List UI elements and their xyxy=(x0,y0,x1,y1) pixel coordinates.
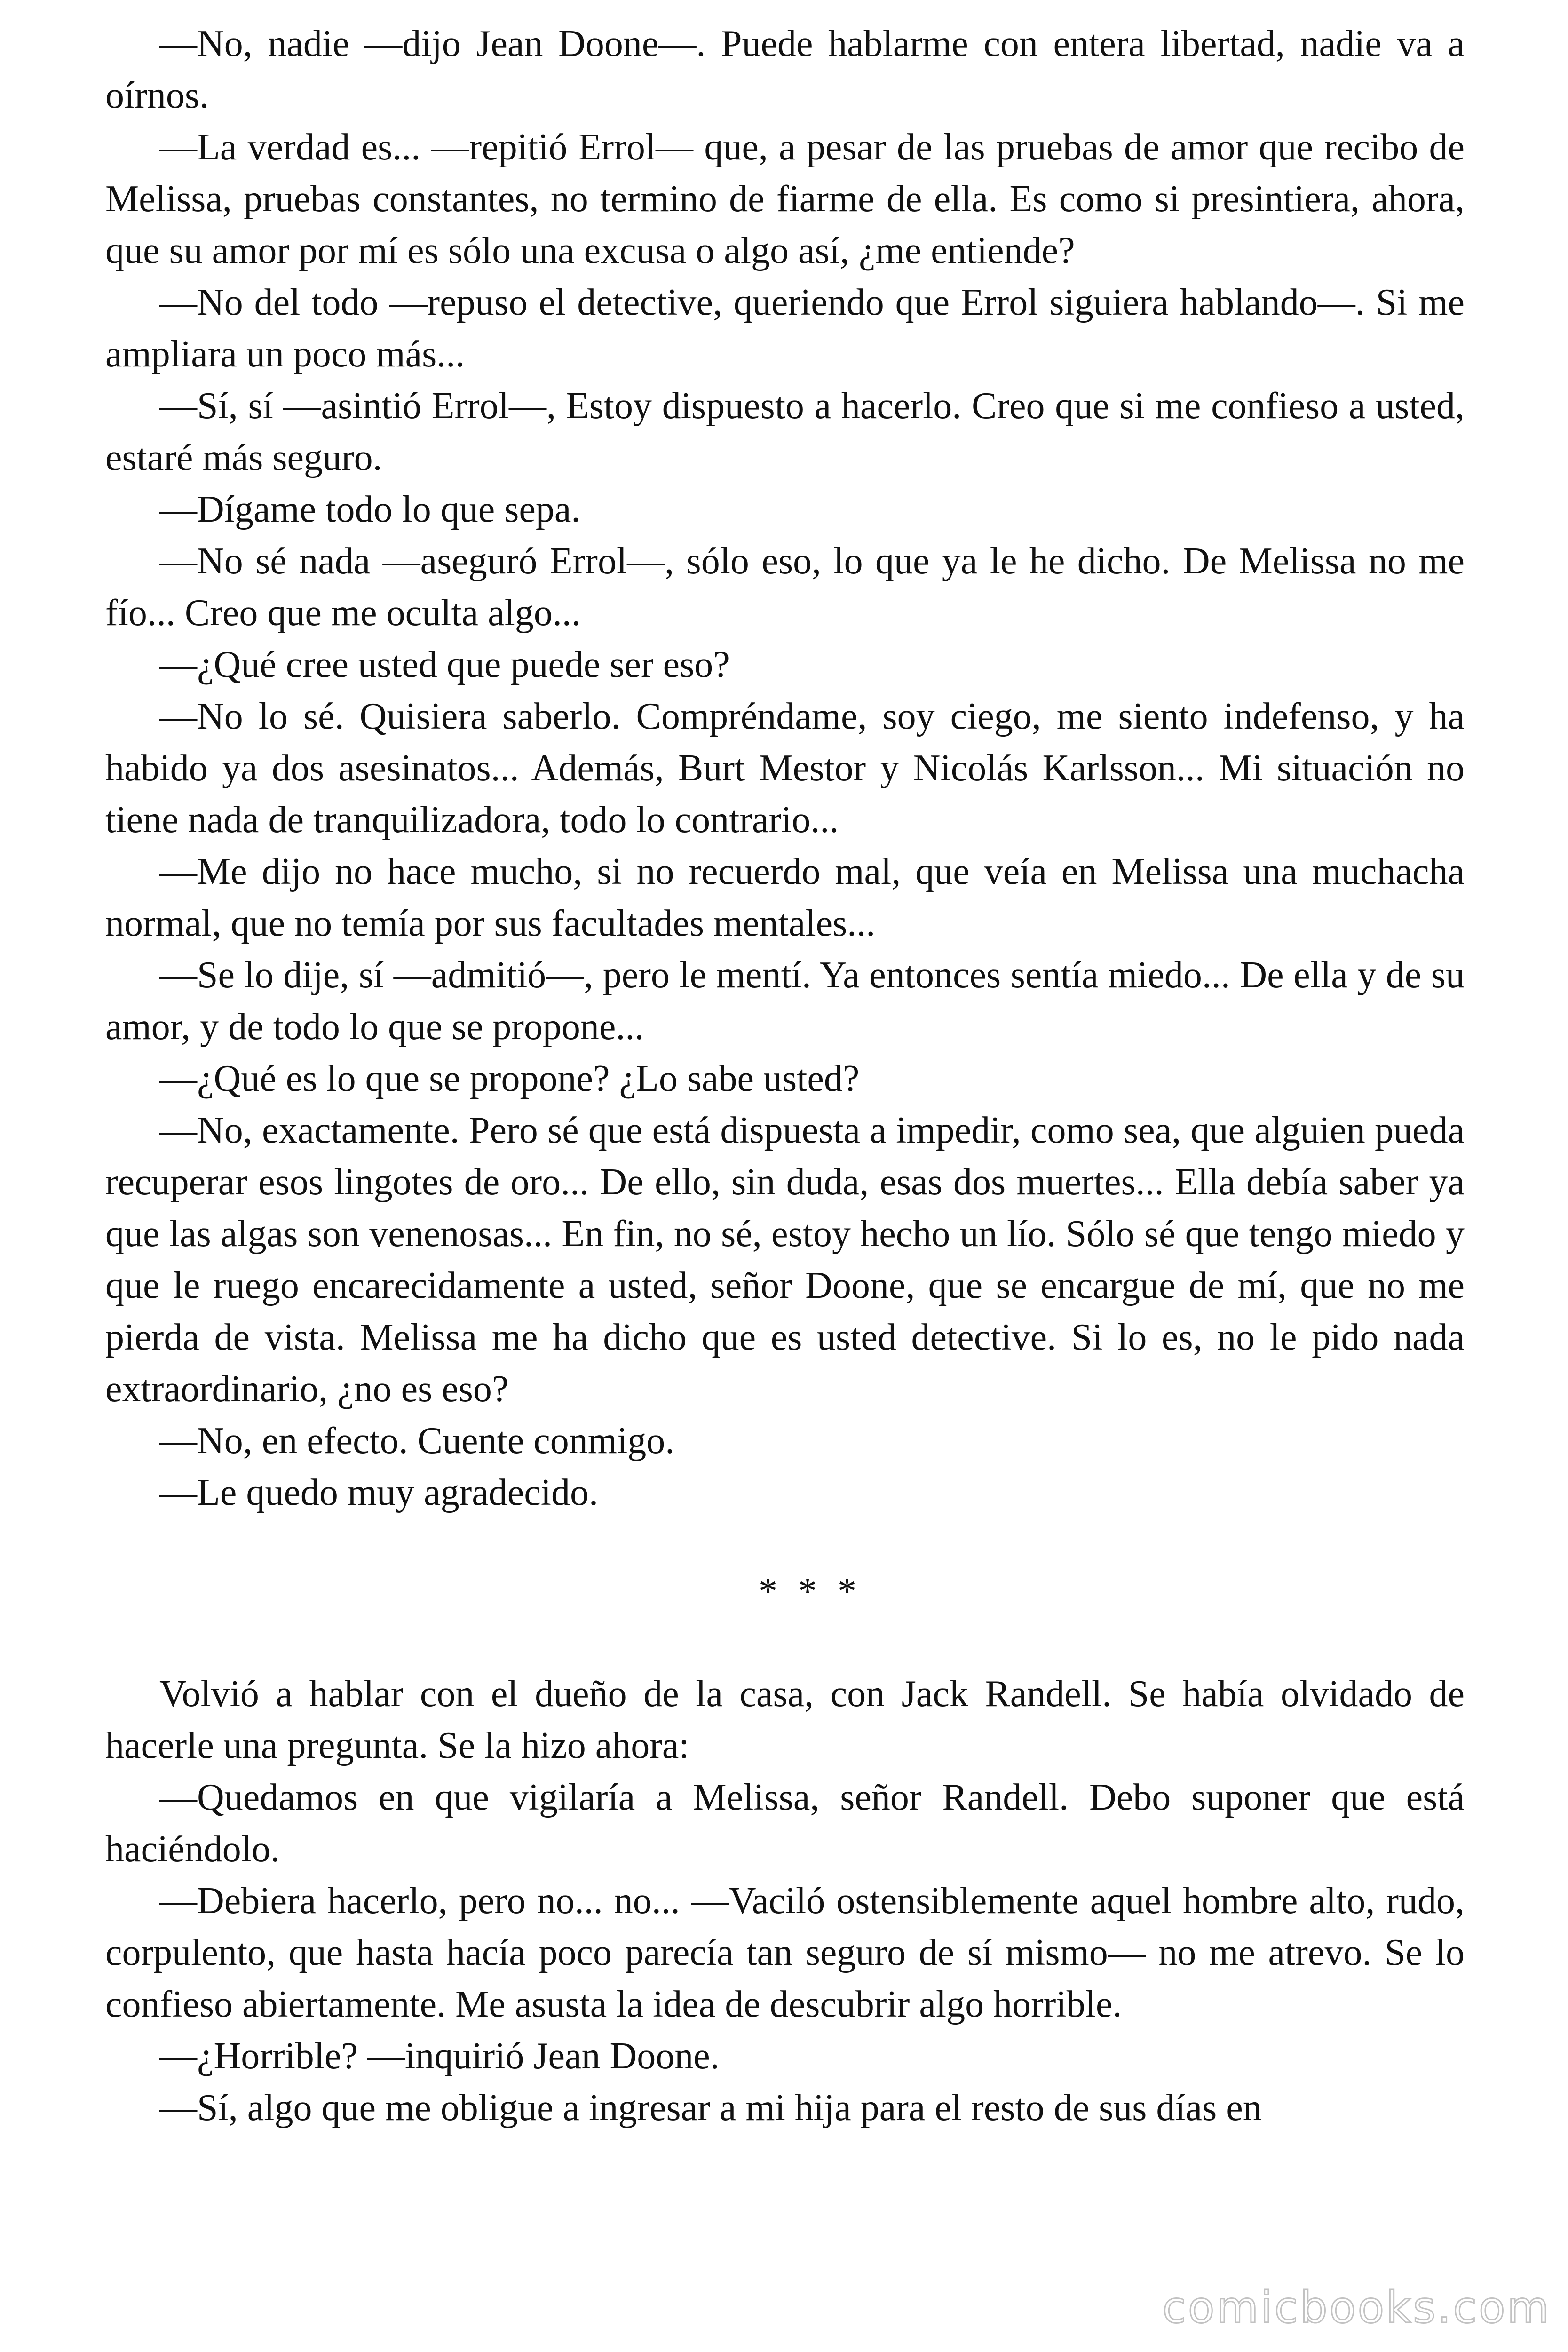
paragraph: —Le quedo muy agradecido. xyxy=(159,1472,599,1513)
paragraph: —Sí, sí —asintió Errol—, Estoy dispuesto a hacerlo. Creo que si me confieso a usted, estaré más seguro. xyxy=(105,385,1465,478)
book-page xyxy=(105,18,1465,2134)
paragraph: —Quedamos en que vigilaría a Melissa, señor Randell. Debo suponer que está haciéndolo. xyxy=(105,1777,1465,1870)
paragraph: —Se lo dije, sí —admitió—, pero le mentí. Ya entonces sentía miedo... De ella y de su amor, y de todo lo que se propone... xyxy=(105,954,1465,1048)
paragraph: —¿Qué es lo que se propone? ¿Lo sabe usted? xyxy=(159,1058,860,1099)
paragraph: —Debiera hacerlo, pero no... no... —Vaciló ostensiblemente aquel hombre alto, rudo, corpulento, que hasta hacía poco parecía tan seguro de sí mismo— no me atrevo. Se lo confieso abiertamente. Me asusta la idea de descubrir algo horrible. xyxy=(105,1880,1465,2025)
paragraph: —No del todo —repuso el detective, queriendo que Errol siguiera hablando—. Si me ampliara un poco más... xyxy=(105,282,1465,375)
text-block-before-divider xyxy=(105,18,1465,1518)
watermark: comicbooks.com xyxy=(1162,2282,1551,2333)
section-divider: * * * xyxy=(759,1571,862,1612)
paragraph: —No, en efecto. Cuente conmigo. xyxy=(159,1420,675,1462)
paragraph: —Dígame todo lo que sepa. xyxy=(159,489,581,530)
paragraph: —No lo sé. Quisiera saberlo. Compréndame, soy ciego, me siento indefenso, y ha habido ya dos asesinatos... Además, Burt Mestor y Nicolás Karlsson... Mi situación no tiene nada de tranquilizadora, todo lo contrario... xyxy=(105,696,1465,841)
paragraph: —La verdad es... —repitió Errol— que, a pesar de las pruebas de amor que recibo de Melissa, pruebas constantes, no termino de fiarme de ella. Es como si presintiera, ahora, que su amor por mí es sólo una excusa o algo así, ¿me entiende? xyxy=(105,127,1465,271)
paragraph: —No, nadie —dijo Jean Doone—. Puede hablarme con entera libertad, nadie va a oírnos. xyxy=(105,23,1465,116)
paragraph: Volvió a hablar con el dueño de la casa, con Jack Randell. Se había olvidado de hacerle una pregunta. Se la hizo ahora: xyxy=(105,1673,1465,1766)
paragraph: —Me dijo no hace mucho, si no recuerdo mal, que veía en Melissa una muchacha normal, que no temía por sus facultades mentales... xyxy=(105,851,1465,944)
text-block-after-divider xyxy=(105,1668,1465,2134)
paragraph: —¿Horrible? —inquirió Jean Doone. xyxy=(159,2035,720,2077)
paragraph: —Sí, algo que me obligue a ingresar a mi hija para el resto de sus días en xyxy=(159,2087,1262,2129)
paragraph: —¿Qué cree usted que puede ser eso? xyxy=(159,644,730,685)
paragraph: —No, exactamente. Pero sé que está dispuesta a impedir, como sea, que alguien pueda recuperar esos lingotes de oro... De ello, sin duda, esas dos muertes... Ella debía saber ya que las algas son venenosas... En fin, no sé, estoy hecho un lío. Sólo sé que tengo miedo y que le ruego encarecidamente a usted, señor Doone, que se encargue de mí, que no me pierda de vista. Melissa me ha dicho que es usted detective. Si lo es, no le pido nada extraordinario, ¿no es eso? xyxy=(105,1110,1465,1410)
paragraph: —No sé nada —aseguró Errol—, sólo eso, lo que ya le he dicho. De Melissa no me fío... Creo que me oculta algo... xyxy=(105,540,1465,634)
